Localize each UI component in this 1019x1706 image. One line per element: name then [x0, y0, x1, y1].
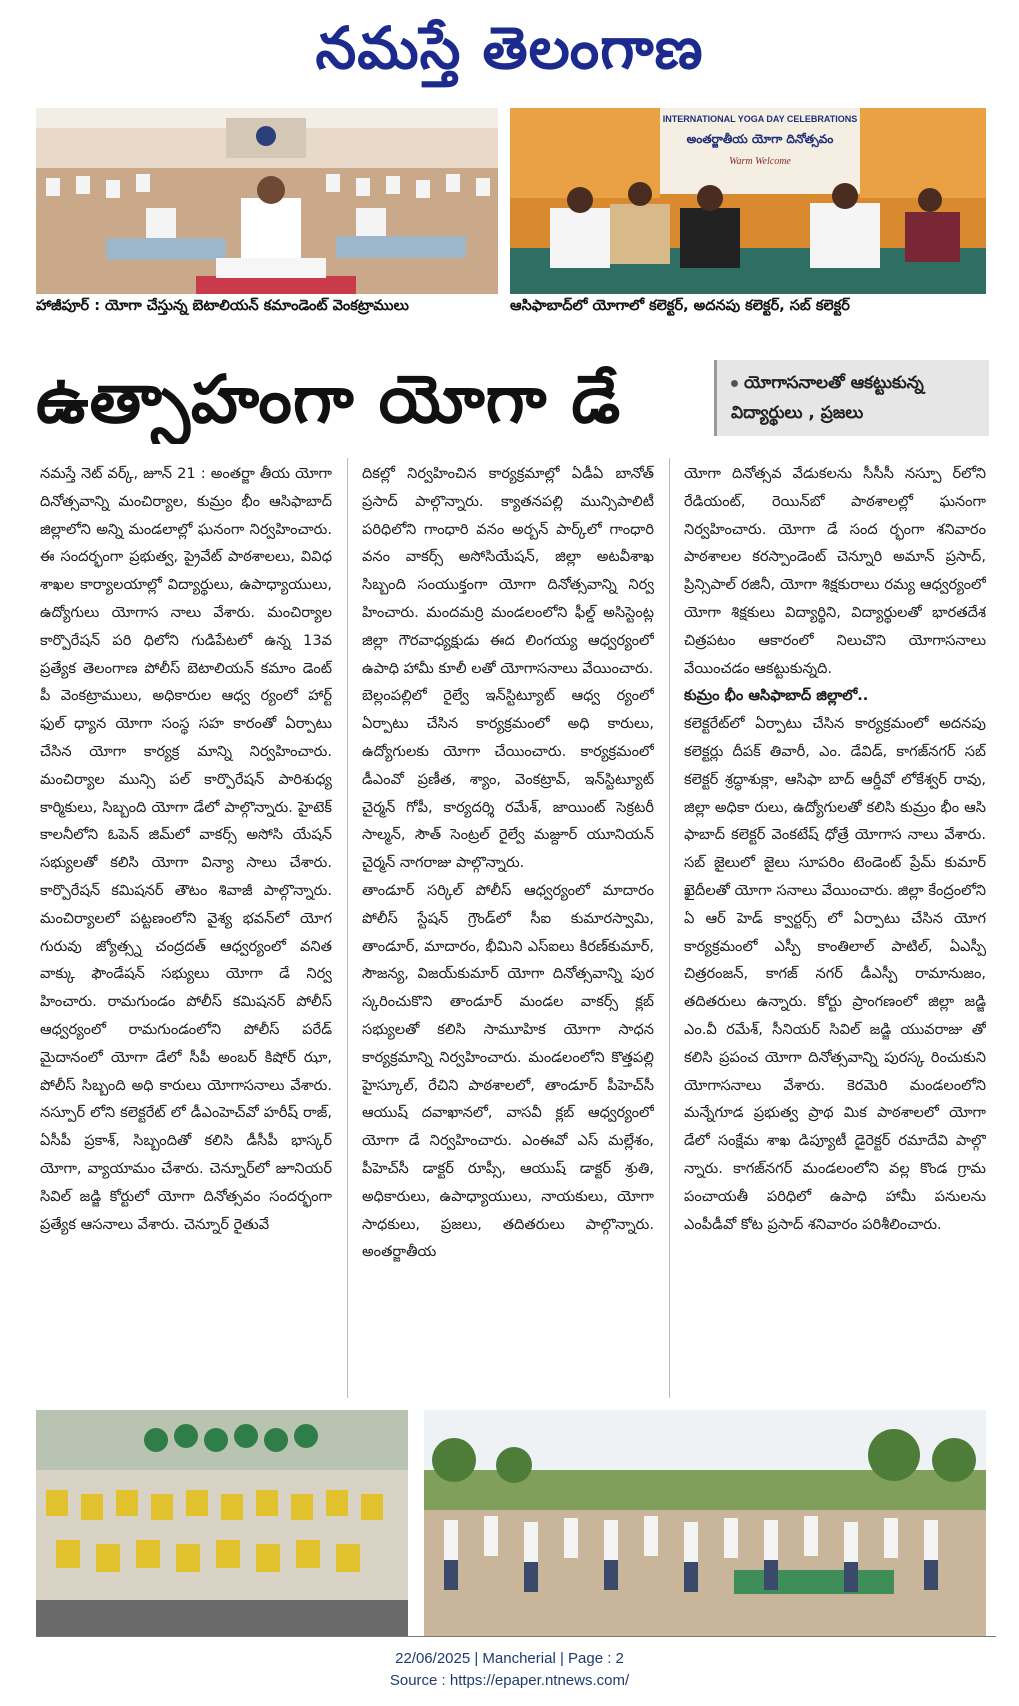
column-2-paragraph-3: తాండూర్ సర్కిల్ పోలీస్ ఆధ్వర్యంలో మాదారం పోలీస్ స్టేషన్ గ్రౌండ్‌లో సీఐ కుమారస్వామి, తాండూర్, మాదారం, భీమిని ఎస్ఐలు కిరణ్‌కుమార్, సౌజన్య, విజయ్‌కుమార్ యోగా దినోత్సవాన్ని పుర స్కరించుకొని తాండూర్ మండల వాకర్స్ క్లబ్ సభ్యులతో కలిసి సామూహిక యోగా సాధన కార్యక్రమాన్ని నిర్వహించారు. మండలంలోని కొత్తపల్లి హైస్కూల్, రేచిని పాఠశాలలో, తాండూర్ పీహెచ్‌సీ ఆయుష్ దవాఖానలో, వాసవీ క్లబ్ ఆధ్వర్యంలో యోగా డే నిర్వహించారు. ఎంఈవో ఎస్ మల్లేశం, పీహెచ్‌సీ డాక్టర్ రూప్సీ, ఆయుష్ డాక్టర్ శ్రుతి, అధికారులు, ఉపాధ్యాయులు, నాయకులు, యోగా సాధకులు, ప్రజలు, తదితరులు పాల్గొన్నారు. అంతర్జాతీయ [362, 881, 654, 1261]
column-divider-1 [347, 458, 348, 1398]
footer-date-edition: 22/06/2025 | Mancherial | Page : 2 [395, 1650, 624, 1667]
caption-battalion-photo: హాజీపూర్ : యోగా చేస్తున్న బెటాలియన్ కమాండెంట్ వెంకట్రాములు [36, 298, 409, 314]
caption-collector-photo: ఆసిఫాబాద్‌లో యోగాలో కలెక్టర్, అదనపు కలెక్టర్, సబ్ కలెక్టర్ [510, 298, 850, 314]
photo-collector-yoga [510, 108, 986, 294]
page-bottom-rule [36, 1636, 996, 1637]
masthead-logo: నమస్తే తెలంగాణ [315, 14, 704, 82]
photo-ground-yoga [424, 1410, 986, 1636]
bullet-icon [731, 380, 738, 387]
article-column-3 [684, 460, 986, 1400]
photo-school-children [36, 1410, 408, 1636]
subhead-line-2 [717, 400, 993, 426]
article-column-2 [362, 460, 654, 1400]
subhead-box [714, 360, 989, 436]
subhead-text-1: యోగాసనాలతో ఆకట్టుకున్న [744, 373, 924, 393]
column-3-paragraph-2: కలెక్టరేట్‌లో ఏర్పాటు చేసిన కార్యక్రమంలో అదనపు కలెక్టర్లు దీపక్ తివారీ, ఎం. డేవిడ్, కాగజ్‌నగర్ సబ్ కలెక్టర్ శ్రద్ధాశుక్లా, ఆసిఫా బాద్ ఆర్డీవో లోకేశ్వర్ రావు, జిల్లా అధికా రులు, ఉద్యోగులతో కలిసి కుమ్రం భీం ఆసి ఫాబాద్ కలెక్టర్ వెంకటేష్ ధోత్రే యోగాస నాలు వేశారు. సబ్ జైలులో జైలు సూపరిం టెండెంట్ ప్రేమ్ కుమార్ ఖైదీలతో యోగా సనాలు వేయించారు. జిల్లా కేంద్రంలోని ఏ ఆర్ హెడ్ క్వార్టర్స్ లో ఏర్పాటు చేసిన యోగ కార్యక్రమంలో ఎస్పీ కాంతిలాల్ పాటిల్, ఏఎస్పీ చిత్రరంజన్, కాగజ్ నగర్ డీఎస్పీ రామానుజం, తదితరులు ఉన్నారు. కోర్టు ప్రాంగణంలో జిల్లా జడ్జి ఎం.వీ రమేశ్, సీనియర్ సివిల్ జడ్జి యువరాజు తో కలిసి ప్రపంచ యోగా దినోత్సవాన్ని పురస్క రించుకుని యోగాసనాలు వేశారు. కెరమెరి మండలంలోని మన్నేగూడ ప్రభుత్వ ప్రాథ మిక పాఠశాలలో యోగా డేలో సంక్షేమ శాఖ డిప్యూటీ డైరెక్టర్ రమాదేవి పాల్గొ న్నారు. కాగజ్‌నగర్ మండలంలోని వల్ల కొండ గ్రామ పంచాయతీ పరిధిలో ఉపాధి హామీ పనులను ఎంపీడీవో కోట ప్రసాద్ శనివారం పరిశీలించారు. [684, 715, 986, 1233]
banner-telugu: అంతర్జాతీయ యోగా దినోత్సవం [686, 132, 834, 146]
article-column-1 [40, 460, 332, 1400]
subhead-line-1 [717, 370, 993, 396]
headline: ఉత్సాహంగా యోగా డే [36, 361, 622, 438]
banner-welcome: Warm Welcome [729, 156, 791, 167]
footer-source-link[interactable]: Source : https://epaper.ntnews.com/ [389, 1672, 630, 1689]
column-2-paragraph-2: బెల్లంపల్లిలో రైల్వే ఇన్‌స్టిట్యూట్ ఆధ్వ ర్యంలో ఏర్పాటు చేసిన కార్యక్రమంలో అధి కారులు, ఉద్యోగులకు యోగా చేయించారు. కార్యక్రమంలో డీఎంవో ప్రణీత, శ్యాం, వెంకట్రావ్, ఇన్‌స్టిట్యూట్ చైర్మన్ గోపీ, కార్యదర్శి రమేశ్, జాయింట్ సెక్రటరీ సాల్మన్, సౌత్ సెంట్రల్ రైల్వే మజ్దూర్ యూనియన్ చైర్మన్ నాగరాజు పాల్గొన్నారు. [362, 687, 654, 872]
column-2-paragraph-1: దికల్లో నిర్వహించిన కార్యక్రమాల్లో ఏడీఏ బానోత్ ప్రసాద్ పాల్గొన్నారు. క్యాతనపల్లి మున్సిపాలిటీ పరిధిలోని గాంధారి వనం అర్బన్ పార్క్‌లో గాంధారి వనం వాకర్స్ అసోసియేషన్, జిల్లా అటవీశాఖ సిబ్బంది సంయుక్తంగా యోగా దినోత్సవాన్ని నిర్వ హించారు. మందమర్రి మండలంలోని ఫీల్డ్ అసిస్టెంట్ల జిల్లా గౌరవాధ్యక్షుడు ఈద లింగయ్య ఆధ్వర్యంలో ఉపాధి హామీ కూలీ లతో యోగాసనాలు వేయించారు. [362, 465, 654, 677]
photo-battalion-yoga [36, 108, 498, 294]
column-1-text: నమస్తే నెట్ వర్క్, జూన్ 21 : అంతర్జా తీయ యోగా దినోత్సవాన్ని మంచిర్యాల, కుమ్రం భీం ఆసిఫాబాద్ జిల్లాలోని అన్ని మండలాల్లో ఘనంగా నిర్వహించారు. ఈ సందర్భంగా ప్రభుత్వ, ప్రైవేట్ పాఠశాలలు, వివిధ శాఖల కార్యాలయాల్లో విద్యార్థులు, ఉపాధ్యాయులు, ఉద్యోగులు యోగాస నాలు వేశారు. మంచిర్యాల కార్పొరేషన్ పరి ధిలోని గుడిపేటలో ఉన్న 13వ ప్రత్యేక తెలంగాణ పోలీస్ బెటాలియన్ కమాం డెంట్ పీ వెంకట్రాములు, అధికారుల ఆధ్వ ర్యంలో హార్ట్ ఫుల్ ధ్యాన యోగా సంస్థ సహ కారంతో ఏర్పాటు చేసిన యోగా కార్యక్ర మాన్ని నిర్వహించారు. మంచిర్యాల మున్సి పల్ కార్పొరేషన్ పారిశుధ్య కార్మికులు, సిబ్బంది యోగా డేలో పాల్గొన్నారు. హైటెక్ కాలనీలోని ఓపెన్ జిమ్‌లో వాకర్స్ అసోసి యేషన్ సభ్యులతో కలిసి యోగా విన్యా సాలు చేశారు. కార్పొరేషన్ కమిషనర్ తౌటం శివాజీ పాల్గొన్నారు. మంచిర్యాలలో పట్టణంలోని వైశ్య భవన్‌లో యోగ గురువు జ్యోత్స్న చంద్రదత్ ఆధ్వర్యంలో వనిత వాక్కు ఫౌండేషన్ సభ్యులు యోగా డే నిర్వ హించారు. రామగుండం పోలీస్ కమిషనర్ పోలీస్ ఆధ్వర్యంలో రామగుండంలోని పోలీస్ పరేడ్ మైదానంలో యోగా డేలో సీపీ అంబర్ కిషోర్ ఝా, పోలీస్ సిబ్బంది అధి కారులు యోగాసనాలు వేశారు. నస్పూర్ లోని కలెక్టరేట్ లో డీఎంహెచ్‌వో హరీష్ రాజ్, ఏసీపీ ప్రకాశ్, సిబ్బందితో కలిసి డీసీపీ భాస్కర్ యోగా, వ్యాయామం చేశారు. చెన్నూర్‌లో జూనియర్ సివిల్ జడ్జి కోర్టులో యోగా దినోత్సవం సందర్భంగా ప్రత్యేక ఆసనాలు వేశారు. చెన్నూర్ రైతువే [40, 465, 332, 1233]
subhead-text-2: విద్యార్థులు , ప్రజలు [731, 403, 864, 423]
column-3-paragraph-1: యోగా దినోత్సవ వేడుకలను సీసీసీ నస్పూ ర్‌లోని రేడియంట్, రెయిన్‌బో పాఠశాలల్లో ఘనంగా నిర్వహించారు. యోగా డే సంద ర్భంగా శనివారం పాఠశాలల కరస్పాండెంట్ చెన్నూరి అమాన్ ప్రసాద్, ప్రిన్సిపాల్ రజినీ, యోగా శిక్షకురాలు రమ్య ఆధ్వర్యంలో యోగా శిక్షకులు విద్యార్థిని, విద్యార్థులతో భారతదేశ చిత్రపటం ఆకారంలో నిలుచొని యోగాసనాలు వేయించడం ఆకట్టుకున్నది. [684, 465, 986, 677]
banner-english: INTERNATIONAL YOGA DAY CELEBRATIONS [662, 114, 858, 124]
column-divider-2 [669, 458, 670, 1398]
column-3-subhead: కుమ్రం భీం ఆసిఫాబాద్ జిల్లాలో.. [684, 687, 869, 705]
